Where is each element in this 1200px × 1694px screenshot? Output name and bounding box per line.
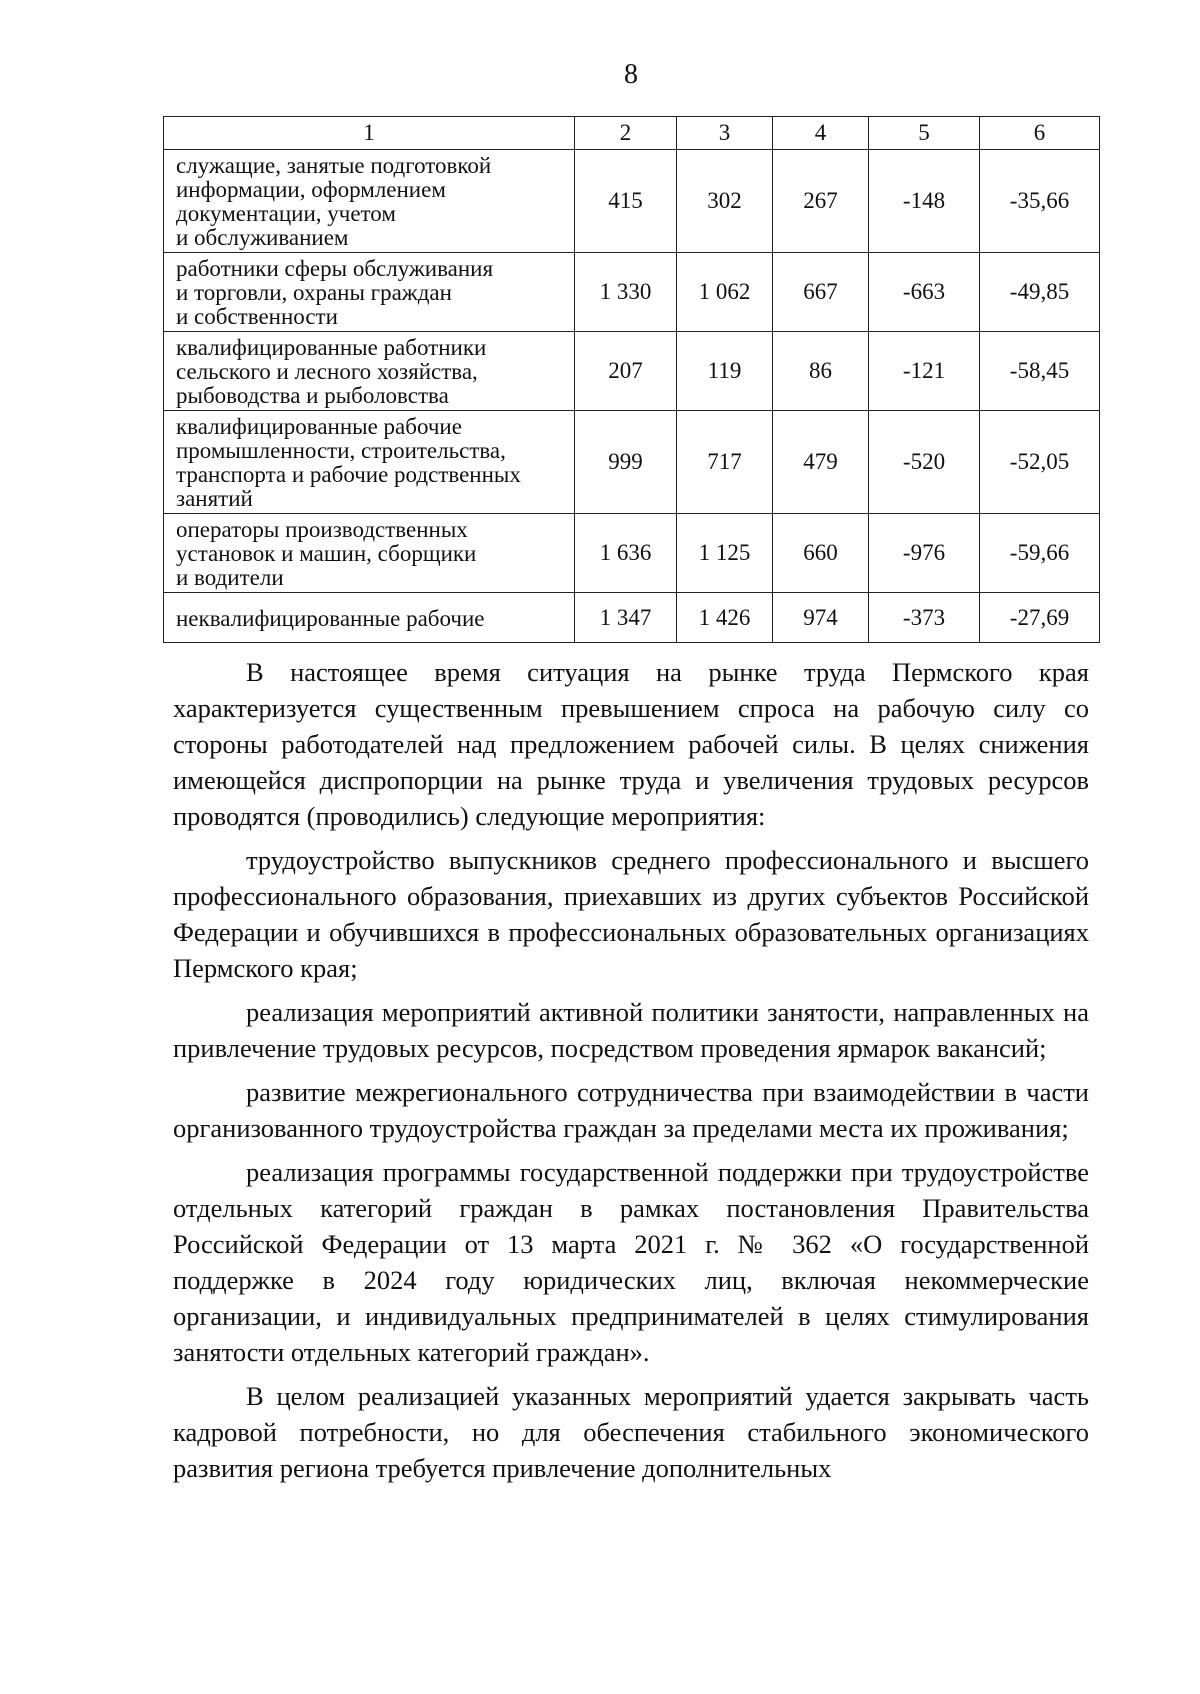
paragraph: развитие межрегионального сотрудничества при взаимодействии в части организованного трудоустройства граждан за пределами места их проживания;	[173, 1077, 1089, 1143]
table-cell: -49,85	[980, 253, 1100, 332]
table-cell: 974	[773, 593, 869, 643]
table-cell: 1 330	[575, 253, 677, 332]
table-cell: -663	[869, 253, 980, 332]
table-cell: -52,05	[980, 411, 1100, 514]
table-cell: 667	[773, 253, 869, 332]
statistics-table	[163, 116, 1100, 643]
table-cell: -58,45	[980, 332, 1100, 411]
table-cell: 86	[773, 332, 869, 411]
table-header-cell: 5	[869, 117, 980, 150]
table-header-cell: 1	[164, 117, 575, 150]
table-cell: 479	[773, 411, 869, 514]
table-cell: 1 636	[575, 514, 677, 593]
table-row	[164, 253, 1100, 332]
table-row	[164, 514, 1100, 593]
row-label: неквалифицированные рабочие	[164, 593, 575, 643]
paragraph: В целом реализацией указанных мероприятий удается закрывать часть кадровой потребности, но для обеспечения стабильного экономического развития региона требуется привлечение дополнительных	[173, 1381, 1089, 1483]
paragraph: реализация программы государственной поддержки при трудоустройстве отдельных категорий граждан в рамках постановления Правительства Российской Федерации от 13 марта 2021 г. № 362 «О государственной поддержке в 2024 году юридических лиц, включая некоммерческие организации, и индивидуальных предпринимателей в целях стимулирования занятости отдельных категорий граждан».	[173, 1157, 1089, 1367]
table-header-cell: 2	[575, 117, 677, 150]
table-header-cell: 6	[980, 117, 1100, 150]
table-row	[164, 593, 1100, 643]
paragraph: трудоустройство выпускников среднего профессионального и высшего профессионального образования, приехавших из других субъектов Российской Федерации и обучившихся в профессиональных образовательных организациях Пермского края;	[173, 845, 1089, 983]
table-cell: 1 062	[677, 253, 773, 332]
paragraph: реализация мероприятий активной политики занятости, направленных на привлечение трудовых ресурсов, посредством проведения ярмарок вакансий;	[173, 997, 1089, 1063]
body-text	[173, 654, 1089, 1486]
table-row	[164, 150, 1100, 253]
table-cell: -976	[869, 514, 980, 593]
table-cell: 207	[575, 332, 677, 411]
table-cell: 660	[773, 514, 869, 593]
table-cell: 1 426	[677, 593, 773, 643]
table-header-cell: 3	[677, 117, 773, 150]
table-cell: 302	[677, 150, 773, 253]
row-label: квалифицированные работники сельского и лесного хозяйства, рыбоводства и рыболовства	[164, 332, 575, 411]
table-cell: -520	[869, 411, 980, 514]
row-label: служащие, занятые подготовкой информации, оформлением документации, учетом и обслуживанием	[164, 150, 575, 253]
table-cell: 267	[773, 150, 869, 253]
table-header-cell: 4	[773, 117, 869, 150]
table-cell: -121	[869, 332, 980, 411]
table-cell: -35,66	[980, 150, 1100, 253]
row-label: работники сферы обслуживания и торговли, охраны граждан и собственности	[164, 253, 575, 332]
table-row	[164, 411, 1100, 514]
table-cell: -373	[869, 593, 980, 643]
row-label: квалифицированные рабочие промышленности, строительства, транспорта и рабочие родственных занятий	[164, 411, 575, 514]
table-cell: 1 347	[575, 593, 677, 643]
paragraph: В настоящее время ситуация на рынке труда Пермского края характеризуется существенным превышением спроса на рабочую силу со стороны работодателей над предложением рабочей силы. В целях снижения имеющейся диспропорции на рынке труда и увеличения трудовых ресурсов проводятся (проводились) следующие мероприятия:	[173, 657, 1089, 831]
table-cell: -59,66	[980, 514, 1100, 593]
table-cell: -148	[869, 150, 980, 253]
table-cell: 415	[575, 150, 677, 253]
row-label: операторы производственных установок и машин, сборщики и водители	[164, 514, 575, 593]
table-cell: 999	[575, 411, 677, 514]
page-number: 8	[624, 59, 638, 90]
table-cell: 119	[677, 332, 773, 411]
table-cell: 717	[677, 411, 773, 514]
table-cell: -27,69	[980, 593, 1100, 643]
table-cell: 1 125	[677, 514, 773, 593]
table-header-row	[164, 117, 1100, 150]
table-row	[164, 332, 1100, 411]
